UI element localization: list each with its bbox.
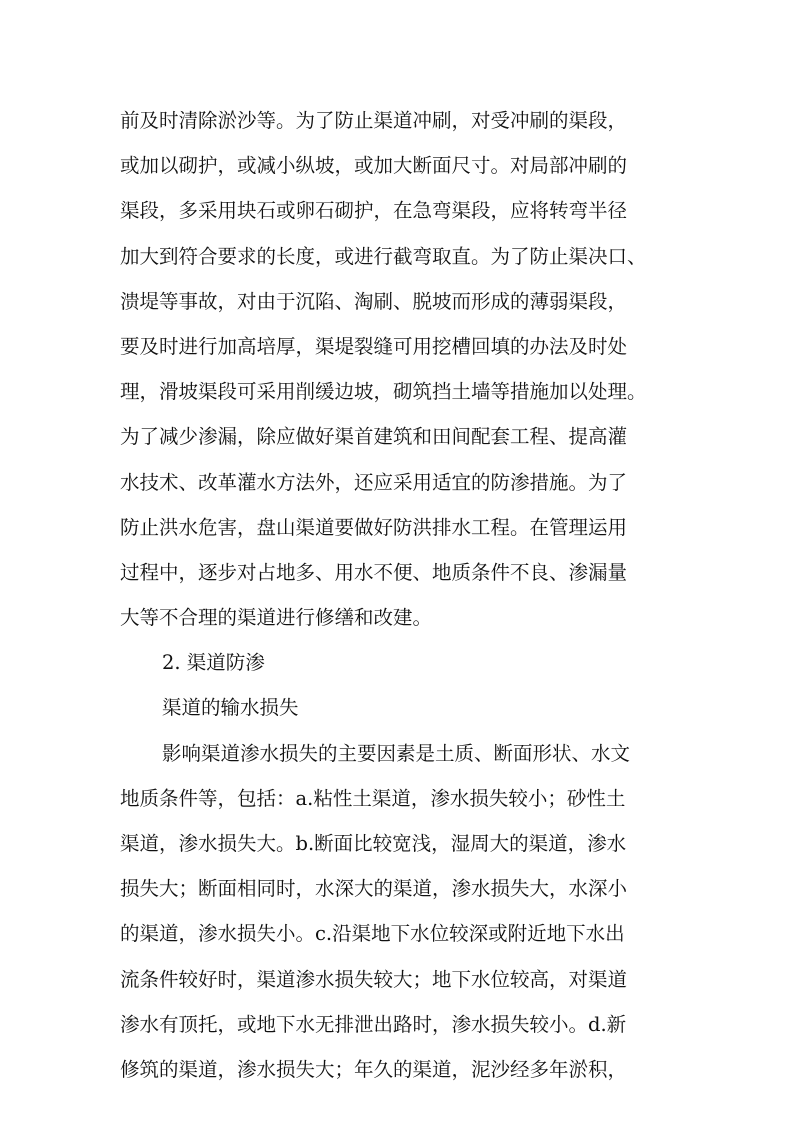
text-line: 损失大；断面相同时，水深大的渠道，渗水损失大，水深小 bbox=[120, 877, 628, 901]
text-line: 渗水有顶托，或地下水无排泄出路时，渗水损失较小。d.新 bbox=[120, 1012, 627, 1036]
text-line: 渠道的输水损失 bbox=[162, 696, 299, 720]
text-line: 修筑的渠道，渗水损失大；年久的渠道，泥沙经多年淤积， bbox=[120, 1057, 628, 1081]
text-line: 加大到符合要求的长度，或进行截弯取直。为了防止渠决口、 bbox=[120, 244, 647, 268]
document-body bbox=[120, 98, 680, 1092]
text-line: 或加以砌护，或减小纵坡，或加大断面尺寸。对局部冲刷的 bbox=[120, 154, 628, 178]
text-line: 防止洪水危害，盘山渠道要做好防洪排水工程。在管理运用 bbox=[120, 515, 628, 539]
text-line: 流条件较好时，渠道渗水损失较大；地下水位较高，对渠道 bbox=[120, 967, 628, 991]
text-line: 理，滑坡渠段可采用削缓边坡，砌筑挡土墙等措施加以处理。 bbox=[120, 380, 647, 404]
text-line: 过程中，逐步对占地多、用水不便、地质条件不良、渗漏量 bbox=[120, 560, 628, 584]
text-line: 的渠道，渗水损失小。c.沿渠地下水位较深或附近地下水出 bbox=[120, 922, 625, 946]
text-line: 水技术、改革灌水方法外，还应采用适宜的防渗措施。为了 bbox=[120, 470, 628, 494]
text-line: 2. 渠道防渗 bbox=[162, 651, 265, 675]
text-line: 溃堤等事故，对由于沉陷、淘刷、脱坡而形成的薄弱渠段， bbox=[120, 289, 628, 313]
text-line: 大等不合理的渠道进行修缮和改建。 bbox=[120, 606, 433, 630]
text-line: 要及时进行加高培厚，渠堤裂缝可用挖槽回填的办法及时处 bbox=[120, 334, 628, 358]
text-line: 前及时清除淤沙等。为了防止渠道冲刷，对受冲刷的渠段， bbox=[120, 109, 628, 132]
text-line: 渠道，渗水损失大。b.断面比较宽浅，湿周大的渠道，渗水 bbox=[120, 832, 627, 855]
text-line: 地质条件等，包括：a.粘性土渠道，渗水损失较小；砂性土 bbox=[120, 786, 626, 810]
text-line: 为了减少渗漏，除应做好渠首建筑和田间配套工程、提高灌 bbox=[120, 425, 628, 449]
text-line: 影响渠道渗水损失的主要因素是土质、断面形状、水文 bbox=[162, 741, 631, 765]
text-line: 渠段，多采用块石或卵石砌护，在急弯渠段，应将转弯半径 bbox=[120, 199, 628, 223]
